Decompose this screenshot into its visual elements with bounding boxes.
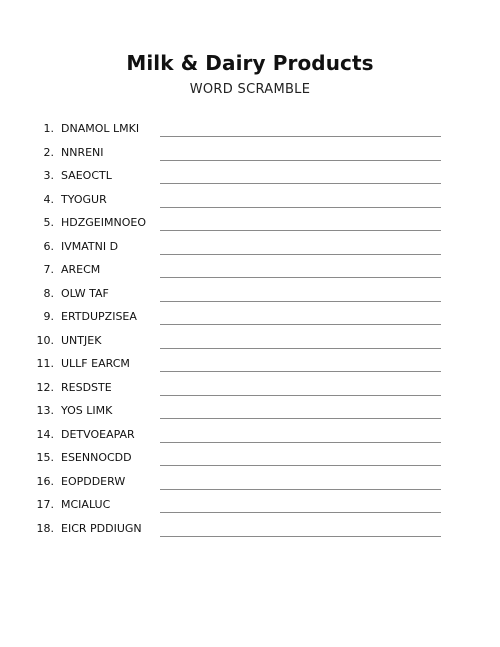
item-number: 6. [43, 239, 54, 253]
scramble-item [0, 308, 500, 332]
scrambled-word: OLW TAF [61, 286, 109, 300]
scrambled-word: TYOGUR [61, 192, 107, 206]
scrambled-word: DNAMOL LMKI [61, 122, 140, 135]
item-number: 2. [43, 145, 54, 159]
item-number: 17. [36, 498, 54, 511]
scramble-item [0, 379, 500, 403]
item-number: 14. [36, 427, 54, 441]
item-number: 1. [43, 122, 54, 135]
answer-line[interactable] [160, 160, 441, 161]
scramble-item [0, 520, 500, 544]
scrambled-word: ESENNOCDD [61, 451, 132, 464]
scramble-item [0, 238, 500, 262]
scramble-item [0, 261, 500, 285]
scramble-item [0, 285, 500, 309]
scrambled-word: EICR PDDIUGN [61, 521, 142, 535]
answer-line[interactable] [160, 442, 441, 443]
scramble-item [0, 496, 500, 520]
item-number: 10. [36, 333, 54, 347]
answer-line[interactable] [160, 512, 441, 513]
answer-line[interactable] [160, 371, 441, 372]
item-number: 12. [36, 380, 54, 394]
scramble-item [0, 449, 500, 473]
item-number: 4. [43, 192, 54, 206]
item-number: 9. [43, 310, 54, 323]
scramble-item [0, 167, 500, 191]
scramble-item [0, 402, 500, 426]
answer-line[interactable] [160, 136, 441, 137]
scrambled-word: ERTDUPZISEA [61, 310, 137, 323]
page-subtitle: WORD SCRAMBLE [189, 82, 311, 97]
scrambled-word: ULLF EARCM [61, 357, 130, 370]
answer-line[interactable] [160, 230, 441, 231]
scrambled-word: RESDSTE [61, 380, 112, 394]
scramble-item [0, 144, 500, 168]
scrambled-word: IVMATNI D [61, 239, 119, 253]
item-number: 7. [43, 263, 54, 276]
answer-line[interactable] [160, 348, 441, 349]
item-number: 11. [36, 357, 54, 370]
answer-line[interactable] [160, 324, 441, 325]
item-number: 16. [36, 474, 54, 488]
item-number: 18. [36, 521, 54, 535]
item-number: 5. [43, 216, 54, 229]
scrambled-word: SAEOCTL [61, 169, 112, 182]
scrambled-word: EOPDDERW [61, 474, 126, 488]
scrambled-word: YOS LIMK [61, 404, 113, 417]
item-number: 3. [43, 169, 54, 182]
scramble-item [0, 214, 500, 238]
scrambled-word: HDZGEIMNOEO [61, 216, 146, 229]
answer-line[interactable] [160, 395, 441, 396]
scrambled-word: NNRENI [61, 145, 104, 159]
scramble-item [0, 426, 500, 450]
answer-line[interactable] [160, 183, 441, 184]
scramble-item [0, 355, 500, 379]
item-number: 13. [36, 404, 54, 417]
answer-line[interactable] [160, 301, 441, 302]
scrambled-word: ARECM [61, 263, 101, 276]
answer-line[interactable] [160, 254, 441, 255]
scrambled-word: MCIALUC [61, 498, 111, 511]
answer-line[interactable] [160, 465, 441, 466]
scramble-item [0, 120, 500, 144]
scramble-item [0, 473, 500, 497]
answer-line[interactable] [160, 277, 441, 278]
answer-line[interactable] [160, 536, 441, 537]
item-number: 15. [36, 451, 54, 464]
scramble-item [0, 191, 500, 215]
answer-line[interactable] [160, 418, 441, 419]
page-title: Milk & Dairy Products [126, 51, 374, 75]
scrambled-word: UNTJEK [61, 333, 102, 347]
item-number: 8. [43, 286, 54, 300]
answer-line[interactable] [160, 489, 441, 490]
scrambled-word: DETVOEAPAR [61, 427, 135, 441]
scramble-list [0, 120, 500, 543]
scramble-item [0, 332, 500, 356]
answer-line[interactable] [160, 207, 441, 208]
